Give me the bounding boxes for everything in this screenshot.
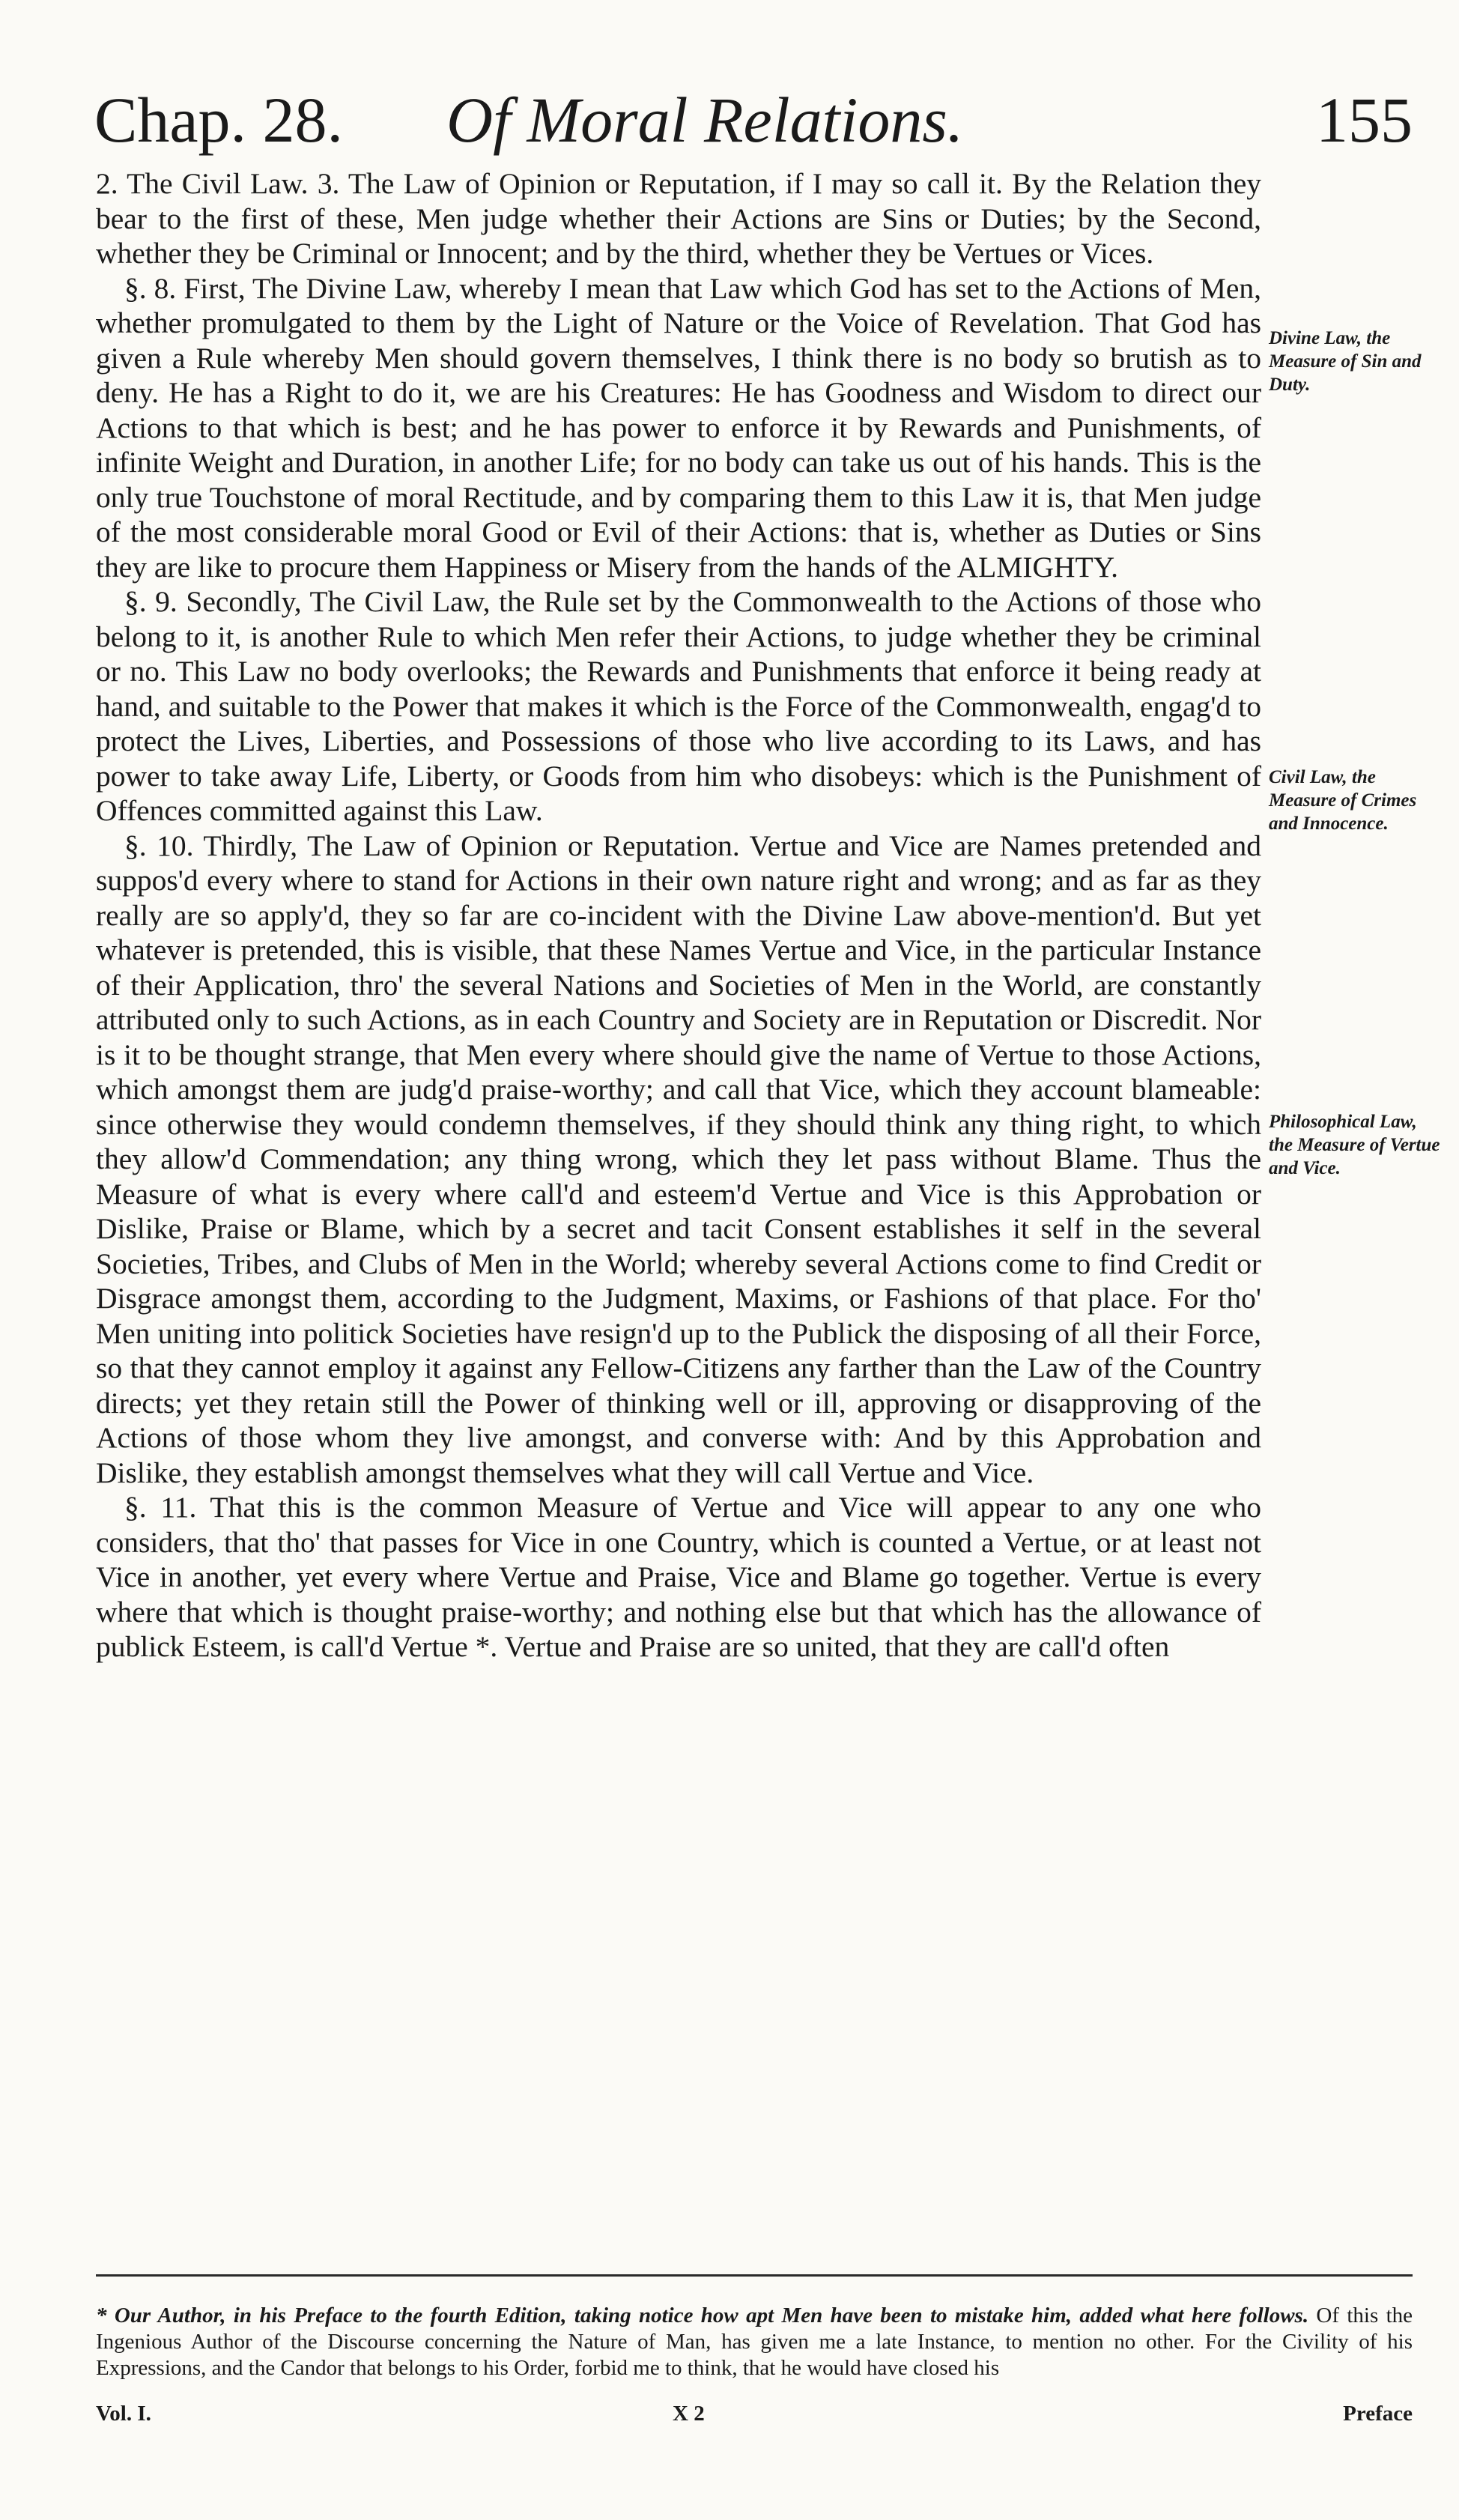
margin-note-civil-law: Civil Law, the Measure of Crimes and Innocence. — [1269, 767, 1417, 834]
paragraph-section-8: §. 8. First, The Divine Law, whereby I mean that Law which God has set to the Actions of Men, whether promulgated to them by the Light of Nature or the Voice of Revelation. That God has given a Rule whereby Men should govern themselves, I think there is no body so brutish as to deny. He has a Right to do it, we are his Creatures: He has Goodness and Wisdom to direct our Actions to that which is best; and he has power to enforce it by Rewards and Punishments, of infinite Weight and Duration, in another Life; for no body can take us out of his hands. This is the only true Touchstone of moral Rectitude, and by comparing them to this Law it is, that Men judge of the most considerable moral Good or Evil of their Actions: that is, whether as Duties or Sins they are like to procure them Happiness or Misery from the hands of the ALMIGHTY. — [96, 271, 1261, 584]
margin-note-divine-law: Divine Law, the Measure of Sin and Duty. — [1269, 328, 1422, 395]
page-number: 155 — [1316, 84, 1413, 156]
running-header — [94, 75, 1413, 165]
paragraph-1: 2. The Civil Law. 3. The Law of Opinion or Reputation, if I may so call it. By the Relation they bear to the first of these, Men judge whether their Actions are Sins or Duties; by the Second, whether they be Criminal or Innocent; and by the third, whether they be Vertues or Vices. — [96, 167, 1261, 270]
chapter-title: Of Moral Relations. — [446, 84, 964, 156]
paragraph-section-9: §. 9. Secondly, The Civil Law, the Rule set by the Commonwealth to the Actions of those who belong to it, is another Rule to which Men refer their Actions, to judge whether they be criminal or no. This Law no body overlooks; the Rewards and Punishments that enforce it being ready at hand, and suitable to the Power that makes it which is the Force of the Commonwealth, engag'd to protect the Lives, Liberties, and Possessions of those who live according to its Laws, and has power to take away Life, Liberty, or Goods from him who disobeys: which is the Punishment of Offences committed against this Law. — [96, 585, 1261, 827]
margin-note-philosophical-law: Philosophical Law, the Measure of Vertue and Vice. — [1269, 1112, 1440, 1178]
chapter-label: Chap. 28. — [94, 84, 344, 156]
footnote-divider — [96, 2274, 1413, 2277]
footnote-text: Of this the Ingenious Author of the Discourse concerning the Nature of Man, has given me a late Instance, to mention no other. For the Civility of his Expressions, and the Candor that belongs to his Order, forbid me to think, that he would have closed his — [96, 2304, 1413, 2380]
footnote-intro: * Our Author, in his Preface to the fourth Edition, taking notice how apt Men have been to mistake him, added what here follows. — [96, 2304, 1309, 2327]
signature-mark: X 2 — [673, 2402, 705, 2426]
page-footer — [96, 2402, 1413, 2432]
footnote — [96, 2303, 1413, 2381]
paragraph-section-10: §. 10. Thirdly, The Law of Opinion or Reputation. Vertue and Vice are Names pretended and suppos'd every where to stand for Actions in their own nature right and wrong; and as far as they really are so apply'd, they so far are co-incident with the Divine Law above-mention'd. But yet whatever is pretended, this is visible, that these Names Vertue and Vice, in the particular Instance of their Application, thro' the several Nations and Societies of Men in the World, are constantly attributed only to such Actions, as in each Country and Society are in Reputation or Discredit. Nor is it to be thought strange, that Men every where should give the name of Vertue to those Actions, which amongst them are judg'd praise-worthy; and call that Vice, which they account blameable: since otherwise they would condemn themselves, if they should think any thing right, to which they allow'd Commendation; any thing wrong, which they let pass without Blame. Thus the Measure of what is every where call'd and esteem'd Vertue and Vice is this Approbation or Dislike, Praise or Blame, which by a secret and tacit Consent establishes it self in the several Societies, Tribes, and Clubs of Men in the World; whereby several Actions come to find Credit or Disgrace amongst them, according to the Judgment, Maxims, or Fashions of that place. For tho' Men uniting into politick Societies have resign'd up to the Publick the disposing of all their Force, so that they cannot employ it against any Fellow-Citizens any farther than the Law of the Country directs; yet they retain still the Power of thinking well or ill, approving or disapproving of the Actions of those whom they live amongst, and converse with: And by this Approbation and Dislike, they establish amongst themselves what they will call Vertue and Vice. — [96, 829, 1261, 1489]
paragraph-section-11: §. 11. That this is the common Measure of Vertue and Vice will appear to any one who considers, that tho' that passes for Vice in one Country, which is counted a Vertue, or at least not Vice in another, yet every where Vertue and Praise, Vice and Blame go together. Vertue is every where that which is thought praise-worthy; and nothing else but that which has the allowance of publick Esteem, is call'd Vertue *. Vertue and Praise are so united, that they are call'd often — [96, 1491, 1261, 1663]
main-text — [96, 166, 1261, 1665]
catchword: Preface — [1343, 2402, 1413, 2426]
volume-label: Vol. I. — [96, 2402, 151, 2426]
